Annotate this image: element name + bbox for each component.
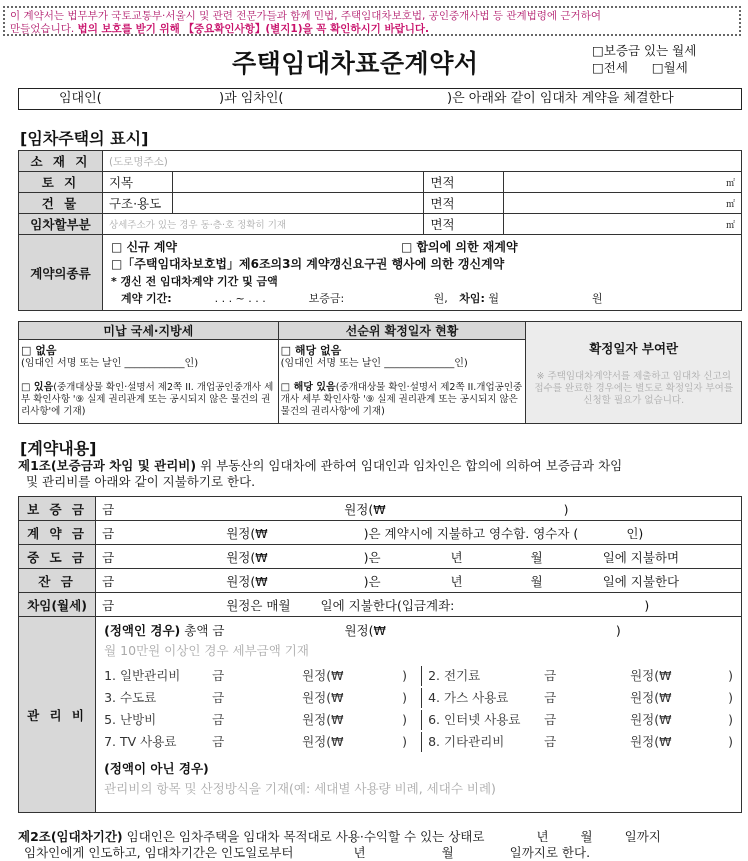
mgmt-item-right[interactable]: 8. 기타관리비 금 원정(₩ ) (428, 734, 733, 749)
prior-period-field[interactable]: . . . ~ . . . (214, 291, 266, 305)
mgmt-not-fixed-hint[interactable]: 관리비의 항목 및 산정방식을 기재(예: 세대별 사용량 비례, 세대수 비례) (104, 781, 496, 796)
land-label: 토 지 (19, 172, 103, 193)
priority-none-checkbox[interactable]: □ 해당 없음 (280, 344, 342, 357)
balance-field[interactable]: 금 원정(₩ )은 년 월 일에 지불한다 (96, 569, 742, 593)
deposit-label: 보 증 금 (19, 497, 96, 521)
land-area-label: 면적 (424, 172, 504, 193)
priority-cell: □ 해당 없음 (임대인 서명 또는 날인 ______________인) □ 해당 있음(중개대상물 확인·설명서 제2쪽 II.개업공인중개사 세부 확인사항 '⑨ 실제 권리관계 또는 공시되지 않은 물건의 권리사항'에 기재) (278, 340, 526, 424)
landlord-label: 임대인( (59, 91, 102, 106)
mgmt-not-fixed-label: (정액이 아닌 경우) (104, 761, 209, 776)
lease-type-options (592, 42, 696, 76)
fixed-date-note: ※ 주택임대차계약서를 제출하고 임대차 신고의 접수를 완료한 경우에는 별도로 확정일자 부여를 신청할 필요가 없습니다. (534, 370, 733, 406)
rent-label: 차임(월세) (19, 593, 96, 617)
balance-label: 잔 금 (19, 569, 96, 593)
building-area-field[interactable]: ㎡ (504, 193, 742, 214)
lease-area-field[interactable]: ㎡ (504, 214, 742, 235)
tax-cell: □ 없음 (임대인 서명 또는 날인 ____________인) □ 있음(중개대상물 확인·설명서 제2쪽 II. 개업공인중개사 세부 확인사항 '⑨ 실제 권리관계 또는 공시되지 않은 물건의 권리사항'에 기재) (19, 340, 279, 424)
mgmt-cell: (정액인 경우) 총액 금 원정(₩ ) 월 10만원 이상인 경우 세부금액 기재 1. 일반관리비 금 원정(₩ ) 2. 전기료 금 원정(₩ ) 3. 수도료 금 원정(₩ ) 4. 가스 사용료 금 원정(₩ ) 5. 난방비 금 원정(₩ ) 6. 인터넷 사용료 금 원정(₩ ) 7. TV 사용료 금 원정(₩ ) 8. 기타관리비 금 원정(₩ ) (정액이 아닌 경우) 관리비의 항목 및 산정방식을 기재(예: 세대별 사용량 비례, 세대수 비례) (96, 617, 742, 813)
lease-area-label: 면적 (424, 214, 504, 235)
deposit-field[interactable]: 금 원정(₩ ) (96, 497, 742, 521)
priority-exists-checkbox[interactable]: □ 해당 있음 (280, 382, 336, 393)
mgmt-fixed-label: (정액인 경우) (104, 623, 181, 638)
prior-rent-field[interactable]: 원 (591, 291, 603, 305)
mgmt-item-left[interactable]: 5. 난방비 금 원정(₩ ) (104, 710, 422, 730)
option-jeonse[interactable]: □전세 (592, 60, 628, 75)
priority-none-sign[interactable]: (임대인 서명 또는 날인 ______________인) (280, 358, 468, 369)
tenant-label: )과 임차인( (219, 91, 284, 106)
renewal-right-checkbox[interactable]: □「주택임대차보호법」제6조의3의 계약갱신요구권 행사에 의한 갱신계약 (110, 256, 505, 271)
mgmt-item-right[interactable]: 6. 인터넷 사용료 금 원정(₩ ) (428, 712, 733, 727)
contract-payment-field[interactable]: 금 원정(₩ )은 계약시에 지불하고 영수함. 영수자 ( 인) (96, 521, 742, 545)
contract-type-label: 계약의종류 (19, 235, 103, 311)
address-field[interactable]: (도로명주소) (102, 151, 741, 172)
new-contract-checkbox[interactable]: □ 신규 계약 (110, 239, 177, 254)
mgmt-item-row (104, 687, 733, 709)
tax-none-sign[interactable]: (임대인 서명 또는 날인 ____________인) (21, 358, 199, 369)
prior-terms-note: * 갱신 전 임대차계약 기간 및 금액 (110, 274, 278, 288)
tax-priority-table (18, 321, 742, 424)
property-table (18, 150, 742, 311)
middle-payment-field[interactable]: 금 원정(₩ )은 년 월 일에 지불하며 (96, 545, 742, 569)
payment-table (18, 496, 742, 813)
middle-payment-label: 중 도 금 (19, 545, 96, 569)
parties-tail: )은 아래와 같이 임대차 계약을 체결한다 (447, 91, 674, 106)
mgmt-item-row (104, 709, 733, 731)
fixed-date-header: 확정일자 부여란 (589, 340, 679, 356)
tax-header: 미납 국세·지방세 (19, 322, 279, 340)
prior-deposit-field[interactable]: 원, (433, 291, 448, 305)
agreed-renewal-checkbox[interactable]: □ 합의에 의한 재계약 (400, 239, 518, 254)
building-type-field[interactable] (172, 193, 424, 214)
mgmt-item-row (104, 731, 733, 753)
land-area-field[interactable]: ㎡ (504, 172, 742, 193)
priority-header: 선순위 확정일자 현황 (278, 322, 526, 340)
article-1: 제1조(보증금과 차임 및 관리비) 위 부동산의 임대차에 관하여 임대인과 임차인은 합의에 의하여 보증금과 차임 및 관리비를 아래와 같이 지불하기로 한다. (18, 458, 623, 489)
section-contract: [계약내용] (20, 439, 97, 458)
section-property: [임차주택의 표시] (20, 129, 149, 148)
option-monthly[interactable]: □월세 (651, 60, 688, 75)
mgmt-items (104, 665, 733, 753)
rent-field[interactable]: 금 원정은 매월 일에 지불한다(입금계좌: ) (96, 593, 742, 617)
mgmt-item-left[interactable]: 1. 일반관리비 금 원정(₩ ) (104, 666, 422, 686)
mgmt-item-left[interactable]: 3. 수도료 금 원정(₩ ) (104, 688, 422, 708)
parties-line (18, 88, 742, 110)
mgmt-item-right[interactable]: 4. 가스 사용료 금 원정(₩ ) (428, 690, 733, 705)
mgmt-item-left[interactable]: 7. TV 사용료 금 원정(₩ ) (104, 732, 422, 752)
building-type-label: 구조·용도 (102, 193, 172, 214)
address-label: 소 재 지 (19, 151, 103, 172)
notice-emphasis: 법의 보호를 받기 위해 【중요확인사항】(별지1)을 꼭 확인하시기 바랍니다. (77, 23, 430, 35)
page-title: 주택임대차표준계약서 (232, 49, 479, 78)
land-type-field[interactable] (172, 172, 424, 193)
building-area-label: 면적 (424, 193, 504, 214)
option-monthly-with-deposit[interactable]: □보증금 있는 월세 (592, 43, 697, 58)
contract-type-cell: □ 신규 계약 □ 합의에 의한 재계약 □「주택임대차보호법」제6조의3의 계약갱신요구권 행사에 의한 갱신계약 * 갱신 전 임대차계약 기간 및 금액 계약 기간: . . . ~ . . . 보증금: 원, 차임: 월 원 (102, 235, 741, 311)
tax-none-checkbox[interactable]: □ 없음 (21, 344, 57, 357)
mgmt-item-right[interactable]: 2. 전기료 금 원정(₩ ) (428, 668, 733, 683)
lease-part-field[interactable]: 상세주소가 있는 경우 동·층·호 정확히 기재 (102, 214, 424, 235)
lease-part-label: 임차할부분 (19, 214, 103, 235)
mgmt-item-row (104, 665, 733, 687)
tax-exists-checkbox[interactable]: □ 있음 (21, 382, 54, 393)
legal-notice: 이 계약서는 법무부가 국토교통부·서울시 및 관련 전문가들과 함께 민법, 주택임대차보호법, 공인중개사법 등 관계법령에 근거하여 만들었습니다. 법의 보호를 받기 위해 【중요확인사항】(별지1)을 꼭 확인하시기 바랍니다. (3, 6, 741, 36)
article-2: 제2조(임대차기간) 임대인은 임차주택을 임대차 목적대로 사용·수익할 수 있는 상태로 년 월 일까지 임차인에게 인도하고, 임대차기간은 인도일로부터 년 월 일까지로 한다. (18, 829, 661, 860)
fixed-date-cell (526, 322, 742, 424)
building-label: 건 물 (19, 193, 103, 214)
contract-payment-label: 계 약 금 (19, 521, 96, 545)
land-type-label: 지목 (102, 172, 172, 193)
mgmt-label: 관 리 비 (19, 617, 96, 813)
mgmt-detail-hint: 월 10만원 이상인 경우 세부금액 기재 (104, 643, 309, 658)
